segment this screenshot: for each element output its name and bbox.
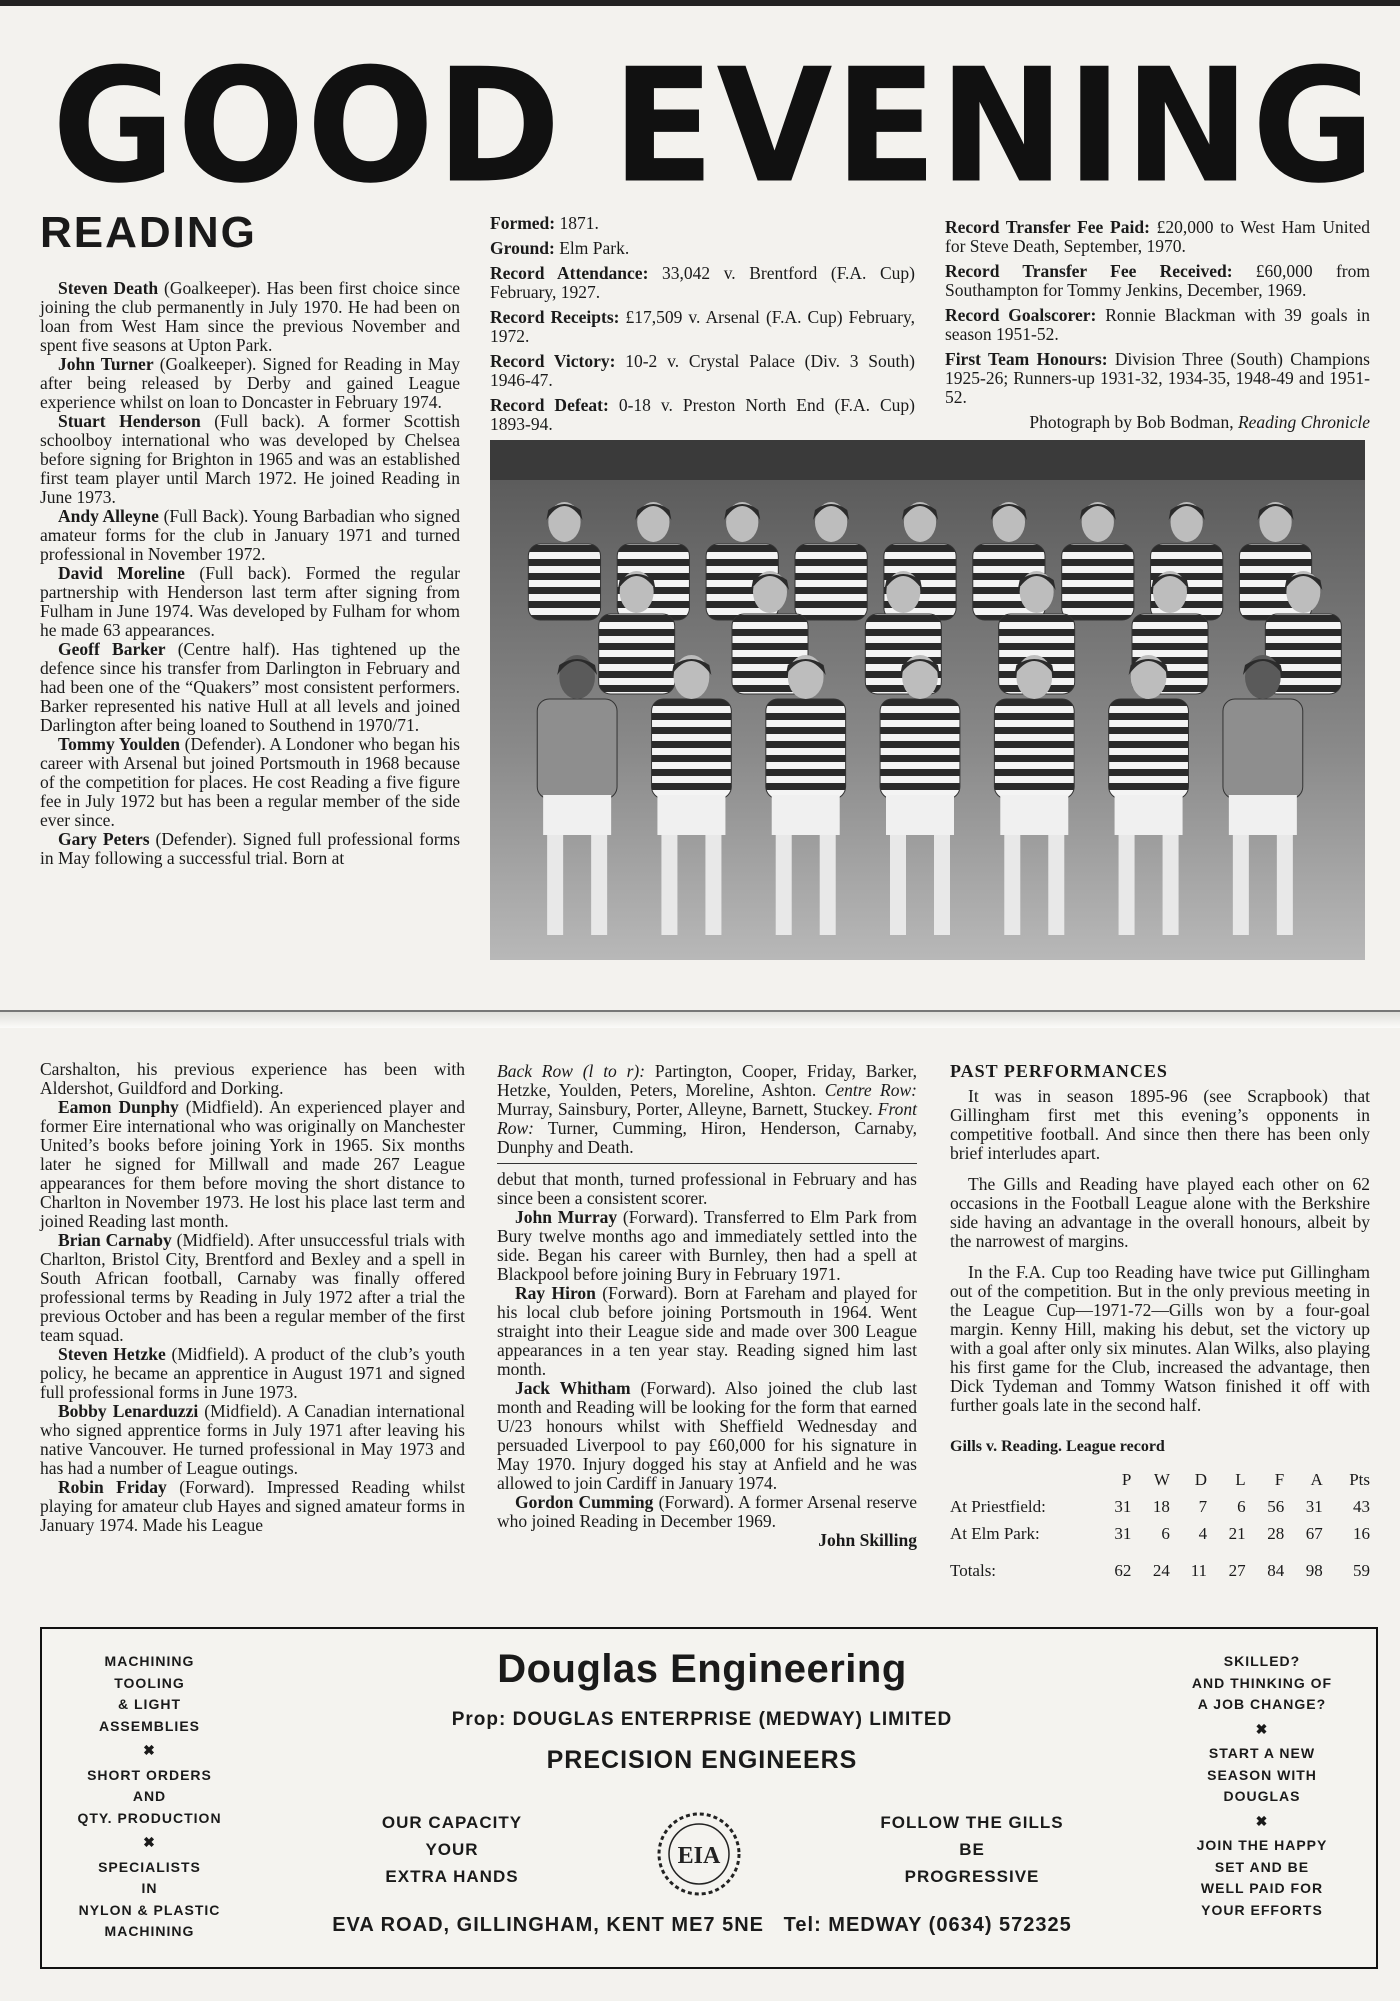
- league-record-column-header: L: [1235, 1470, 1246, 1489]
- ad-address: EVA ROAD, GILLINGHAM, KENT ME7 5NE Tel: MEDWAY (0634) 572325: [332, 1914, 1072, 1936]
- photo-credit-prefix: Photograph by Bob Bodman,: [1029, 412, 1238, 432]
- caption-front: Turner, Cumming, Hiron, Henderson, Carnaby, Dunphy and Death.: [497, 1118, 917, 1157]
- player-profile-0: [497, 1208, 917, 1284]
- league-record-cell: 31: [1114, 1497, 1132, 1516]
- caption-centre-label: Centre Row:: [824, 1080, 918, 1100]
- league-record-cell: 31: [1114, 1524, 1132, 1543]
- ad-right-line: DOUGLAS: [1223, 1788, 1301, 1804]
- league-record-cell: 56: [1267, 1497, 1285, 1516]
- league-record-cell: 28: [1267, 1524, 1285, 1543]
- player-profile-2: [40, 1345, 465, 1402]
- league-record-column-header: F: [1274, 1470, 1285, 1489]
- player-profile-text: (Forward). Also joined the club last month and Reading will be looking for the form that earned U/23 honours whilst with Sheffield Wednesday and persuaded Liverpool to pay £60,000 for his signature in May 1970. Injury dogged his stay at Anfield and he was allowed to join Cardiff in January 1974.: [497, 1378, 917, 1493]
- ad-capacity-text: [352, 1809, 552, 1890]
- player-profile-6: [40, 735, 460, 830]
- league-record-cell: 98: [1305, 1561, 1323, 1580]
- club-record-3: [945, 350, 1370, 407]
- club-record-name: Record Transfer Fee Paid:: [945, 217, 1150, 237]
- eia-logo-text: EIA: [677, 1843, 721, 1869]
- player-profiles-column-1: [40, 279, 460, 868]
- headline-word-evening: EVENING: [611, 35, 1377, 219]
- league-record-cell: 24: [1152, 1561, 1170, 1580]
- player-profile-name: Geoff Barker: [58, 639, 166, 659]
- league-record-cell: 31: [1305, 1497, 1323, 1516]
- club-name: READING: [40, 208, 257, 257]
- ad-right-line: SKILLED?: [1223, 1653, 1301, 1669]
- player-profile-name: John Turner: [58, 354, 154, 374]
- club-fact-text: 1871.: [555, 213, 599, 233]
- player-profile-1: [497, 1284, 917, 1379]
- player-profile-text: (Forward). A former Arsenal reserve who joined Reading in December 1969.: [497, 1492, 918, 1531]
- player-profile-text: (Goalkeeper). Signed for Reading in May after being released by Derby and gained League experience whilst on loan to Doncaster in February 1974.: [40, 354, 460, 412]
- player-profile-name: Steven Death: [58, 278, 159, 298]
- player-profile-name: Gordon Cumming: [515, 1492, 654, 1512]
- ad-right-line: WELL PAID FOR: [1200, 1880, 1324, 1896]
- ad-left-column: [62, 1651, 237, 1943]
- ad-right-line: A JOB CHANGE?: [1197, 1696, 1327, 1712]
- player-profile-7: [40, 830, 460, 868]
- club-fact-text: 0-18 v. Preston North End (F.A. Cup) 1893-94.: [490, 395, 916, 434]
- player-profile-name: Brian Carnaby: [58, 1230, 172, 1250]
- past-performances: [950, 1062, 1370, 1584]
- league-record-cell: 18: [1152, 1497, 1170, 1516]
- player-profile-name: John Murray: [515, 1207, 618, 1227]
- player-profile-name: Andy Alleyne: [58, 506, 159, 526]
- player-profile-0: [40, 279, 460, 355]
- ad-left-line: TOOLING: [114, 1674, 185, 1691]
- player-profile-name: Jack Whitham: [515, 1378, 631, 1398]
- ad-left-line: MACHINING: [104, 1923, 195, 1939]
- player-profile-2: [40, 412, 460, 507]
- league-record-row-label: At Priestfield:: [950, 1497, 1046, 1516]
- club-record-name: Record Goalscorer:: [945, 305, 1097, 325]
- past-performances-title: PAST PERFORMANCES: [950, 1061, 1168, 1081]
- player-profile-name: Gary Peters: [58, 829, 150, 849]
- league-record-column-header: Pts: [1349, 1470, 1370, 1489]
- author-signature: John Skilling: [818, 1530, 917, 1550]
- league-record-column-header: A: [1310, 1470, 1323, 1489]
- photo-credit-source: Reading Chronicle: [1237, 412, 1370, 432]
- league-record-cell: 11: [1190, 1561, 1208, 1580]
- player-profile-name: Robin Friday: [58, 1477, 167, 1497]
- caption-front-label: Front Row:: [497, 1099, 917, 1138]
- ad-follow-line: BE: [959, 1840, 985, 1859]
- ad-follow-line: PROGRESSIVE: [904, 1867, 1040, 1886]
- player-profile-1: [40, 1231, 465, 1345]
- club-fact-text: 10-2 v. Crystal Palace (Div. 3 South) 1946-47.: [490, 351, 915, 390]
- player-profile-name: Ray Hiron: [515, 1283, 596, 1303]
- player-profile-0: [40, 1098, 465, 1231]
- player-profile-text: (Full Back). Young Barbadian who signed amateur forms for the club in January 1971 and turned professional in November 1972.: [40, 506, 460, 564]
- league-record-cell: 84: [1267, 1561, 1285, 1580]
- player-profile-text: (Centre half). Has tightened up the defence since his transfer from Darlington in February and had been one of the “Quakers” most consistent performers. Barker represented his native Hull at all levels and joined Darlington after being loaned to Southend in 1970/71.: [40, 639, 460, 735]
- club-fact-4: [490, 352, 915, 390]
- league-record-header: [950, 1466, 1370, 1493]
- ad-capacity-line: EXTRA HANDS: [385, 1867, 519, 1886]
- player-profile-name: Tommy Youlden: [58, 734, 180, 754]
- league-record-cell: 59: [1353, 1561, 1370, 1580]
- player-profile-5: [40, 640, 460, 735]
- player-profile-text: (Forward). Born at Fareham and played for his local club before joining Portsmouth in 1964. Went straight into their League side and made over 300 League appearances in a ten year stay. Reading signed him last month.: [497, 1283, 918, 1379]
- caption-back: Partington, Cooper, Friday, Barker, Hetzke, Youlden, Peters, Moreline, Ashton.: [497, 1061, 917, 1100]
- club-fact-text: Elm Park.: [554, 238, 630, 258]
- club-record-0: [945, 218, 1370, 256]
- douglas-engineering-ad: [40, 1627, 1378, 1969]
- player-profile-4: [40, 1478, 465, 1535]
- club-fact-name: Record Victory:: [490, 351, 616, 371]
- ad-left-line: ASSEMBLIES: [98, 1717, 200, 1734]
- player-profile-3: [497, 1493, 917, 1531]
- player-profile-4: [40, 564, 460, 640]
- player-profile-name: Eamon Dunphy: [58, 1097, 179, 1117]
- league-record-row-label: At Elm Park:: [950, 1524, 1040, 1543]
- ad-left-line: MACHINING: [104, 1653, 195, 1669]
- league-record-table: [950, 1466, 1370, 1584]
- caption-divider: [497, 1163, 917, 1164]
- ad-left-line: ✖: [143, 1834, 156, 1850]
- player-profile-1: [40, 355, 460, 412]
- player-profile-name: Stuart Henderson: [58, 411, 201, 431]
- ad-right-column: [1167, 1651, 1357, 1921]
- player-profile-text: (Midfield). A product of the club’s youth policy, he became an apprentice in August 1971 and signed full professional forms in June 1973.: [40, 1344, 465, 1402]
- ad-left-line: QTY. PRODUCTION: [77, 1809, 222, 1826]
- ad-left-line: IN: [141, 1880, 158, 1896]
- eia-logo-icon: [654, 1809, 744, 1899]
- caption-back-label: Back Row: [497, 1061, 573, 1081]
- player-profile-text: (Full back). A former Scottish schoolboy international who was developed by Chelsea before signing for Brighton in 1965 and was an established first team player until March 1972. He joined Reading in June 1973.: [40, 411, 460, 507]
- league-record-cell: 67: [1305, 1524, 1323, 1543]
- ad-left-line: SHORT ORDERS: [87, 1766, 212, 1783]
- club-fact-name: Ground:: [490, 238, 555, 258]
- ad-right-line: AND THINKING OF: [1191, 1674, 1333, 1691]
- league-record-cell: 7: [1198, 1497, 1208, 1516]
- club-fact-text: £17,509 v. Arsenal (F.A. Cup) February, 1972.: [490, 307, 915, 346]
- past-performances-paragraph-1: The Gills and Reading have played each other on 62 occasions in the Football League alone with the Berkshire side having an advantage in the overall honours, albeit by the narrowest of margins.: [950, 1174, 1370, 1251]
- ad-left-line: NYLON & PLASTIC: [78, 1901, 221, 1918]
- player-profile-name: Steven Hetzke: [58, 1344, 166, 1364]
- league-record-row-label: Totals:: [950, 1561, 997, 1580]
- top-border: [0, 0, 1400, 6]
- club-fact-2: [490, 264, 915, 302]
- past-performances-paragraph-2: In the F.A. Cup too Reading have twice put Gillingham out of the competition. But in the only previous meeting in the League Cup—1971-72—Gills won by a four-goal margin. Kenny Hill, making his debut, set the victory up with a goal after only six minutes. Alan Wilks, also playing his first game for the Club, increased the advantage, then Dick Tydeman and Tommy Watson finished it off with further goals late in the second half.: [950, 1262, 1370, 1415]
- player-profile-text: (Defender). A Londoner who began his career with Arsenal but joined Portsmouth in 1968 because of the competition for places. He cost Reading a five figure fee in July 1972 but has been a regular member of the side ever since.: [40, 734, 460, 830]
- club-fact-name: Formed:: [490, 213, 556, 233]
- ad-left-line: & LIGHT: [118, 1696, 181, 1712]
- player-profile-text: (Goalkeeper). Has been first choice since joining the club permanently in July 1970. He had been on loan from West Ham since the previous November and spent five seasons at Upton Park.: [40, 278, 460, 355]
- headline-word-good: GOOD: [52, 35, 563, 219]
- player-profile-text: (Full back). Formed the regular partnership with Henderson last term after signing from Fulham in June 1974. Was developed by Fulham for whom he made 63 appearances.: [40, 563, 460, 640]
- ad-right-line: JOIN THE HAPPY: [1196, 1837, 1328, 1853]
- club-record-text: £60,000 from Southampton for Tommy Jenkins, December, 1969.: [945, 261, 1370, 300]
- player-profile-3: [40, 1402, 465, 1478]
- page-fold: [0, 1010, 1400, 1028]
- club-record-text: Division Three (South) Champions 1925-26; Runners-up 1931-32, 1934-35, 1948-49 and 1951-52.: [945, 349, 1370, 407]
- club-records: [945, 218, 1370, 413]
- club-record-name: First Team Honours:: [945, 349, 1108, 369]
- team-photo-illustration: [490, 440, 1365, 960]
- league-record-cell: 6: [1161, 1524, 1170, 1543]
- league-record-row: [950, 1547, 1370, 1584]
- league-record-cell: 21: [1228, 1524, 1246, 1543]
- ad-capacity-line: YOUR: [425, 1840, 479, 1859]
- club-fact-1: [490, 239, 915, 258]
- past-performances-paragraph-0: It was in season 1895-96 (see Scrapbook) that Gillingham first met this evening’s opponents in competitive football. And since then there has been only brief interludes apart.: [950, 1086, 1370, 1163]
- league-record-column-header: D: [1194, 1470, 1208, 1489]
- league-record-cell: 27: [1228, 1561, 1246, 1580]
- ad-tagline: PRECISION ENGINEERS: [546, 1746, 858, 1774]
- club-record-2: [945, 306, 1370, 344]
- club-fact-name: Record Receipts:: [490, 307, 620, 327]
- caption-centre: Murray, Sainsbury, Porter, Alleyne, Barnett, Stuckey.: [497, 1099, 878, 1119]
- ad-right-line: ✖: [1255, 1812, 1269, 1829]
- player-profile-continued: debut that month, turned professional in February and has since been a consistent scorer.: [497, 1169, 917, 1208]
- club-record-text: Ronnie Blackman with 39 goals in season 1951-52.: [945, 305, 1370, 344]
- player-profiles-column-2: [40, 1060, 465, 1535]
- league-record-column-header: P: [1121, 1470, 1132, 1489]
- league-record-cell: 16: [1353, 1524, 1370, 1543]
- club-record-text: £20,000 to West Ham United for Steve Death, September, 1970.: [945, 217, 1370, 256]
- ad-right-line: SET AND BE: [1214, 1858, 1310, 1875]
- ad-capacity-line: OUR CAPACITY: [381, 1813, 523, 1832]
- ad-follow-text: [852, 1809, 1092, 1890]
- player-profile-text: (Forward). Transferred to Elm Park from Bury twelve months ago and immediately settled into the side. Began his career with Burnley, then had a spell at Blackpool before joining Bury in February 1971.: [497, 1207, 917, 1284]
- ad-right-line: YOUR EFFORTS: [1201, 1901, 1323, 1918]
- player-profile-text: (Midfield). An experienced player and former Eire international who was originally on Manchester United’s books before joining York in 1965. Six months later he signed for Millwall and made 267 League appearances for them before moving the short distance to Charlton in November 1973. He lost his place last term and joined Reading last month.: [40, 1097, 465, 1231]
- ad-left-line: ✖: [143, 1742, 156, 1758]
- ad-left-line: SPECIALISTS: [98, 1858, 201, 1875]
- player-profile-2: [497, 1379, 917, 1493]
- player-profile-text: (Midfield). After unsuccessful trials with Charlton, Bristol City, Brentford and Bexley and a spell in South African football, Carnaby was finally offered professional terms by Reading in July 1972 after a trial the previous October and has been a regular member of the first team squad.: [40, 1230, 465, 1345]
- caption-lr: (l to r):: [582, 1061, 646, 1081]
- team-photo: [490, 440, 1365, 960]
- league-record-cell: 6: [1237, 1497, 1246, 1516]
- club-fact-3: [490, 308, 915, 346]
- past-performances-text: [950, 1087, 1370, 1415]
- photo-credit: [945, 413, 1370, 432]
- player-profile-name: Bobby Lenarduzzi: [58, 1401, 199, 1421]
- photo-caption: [497, 1062, 917, 1157]
- player-profile-text: (Midfield). A Canadian international who signed apprentice forms in July 1971 after leaving his native Vancouver. He turned professional in May 1973 and has had a number of League outings.: [40, 1401, 465, 1478]
- player-profiles-column-3: [497, 1062, 917, 1550]
- league-record-title: Gills v. Reading. League record: [950, 1438, 1165, 1455]
- league-record-row: [950, 1520, 1370, 1547]
- league-record-column-header: W: [1153, 1470, 1170, 1489]
- ad-follow-line: FOLLOW THE GILLS: [880, 1813, 1064, 1832]
- player-profiles-column-3-body: [497, 1170, 917, 1550]
- club-fact-5: [490, 396, 915, 434]
- club-record-1: [945, 262, 1370, 300]
- ad-company-name: Douglas Engineering: [497, 1647, 907, 1691]
- club-fact-text: 33,042 v. Brentford (F.A. Cup) February, 1927.: [490, 263, 915, 302]
- club-facts: [490, 214, 915, 440]
- ad-right-line: START A NEW: [1208, 1745, 1316, 1761]
- ad-proprietor: Prop: DOUGLAS ENTERPRISE (MEDWAY) LIMITED: [451, 1709, 953, 1730]
- player-profile-text: (Forward). Impressed Reading whilst playing for amateur club Hayes and signed amateur forms in January 1974. Made his League: [40, 1477, 465, 1535]
- club-fact-name: Record Attendance:: [490, 263, 649, 283]
- league-record-cell: 43: [1353, 1497, 1370, 1516]
- league-record-cell: 4: [1198, 1524, 1208, 1543]
- ad-right-line: SEASON WITH: [1207, 1766, 1317, 1783]
- headline: [52, 35, 1377, 219]
- league-record-header-blank: [950, 1466, 1093, 1493]
- league-record-row: [950, 1493, 1370, 1520]
- player-profile-continued: Carshalton, his previous experience has been with Aldershot, Guildford and Dorking.: [40, 1059, 465, 1098]
- ad-right-line: ✖: [1255, 1720, 1269, 1737]
- club-fact-name: Record Defeat:: [490, 395, 609, 415]
- club-fact-0: [490, 214, 915, 233]
- ad-eia-logo: [654, 1809, 744, 1899]
- player-profile-3: [40, 507, 460, 564]
- club-record-name: Record Transfer Fee Received:: [945, 261, 1233, 281]
- ad-left-line: AND: [132, 1788, 167, 1804]
- player-profile-text: (Defender). Signed full professional forms in May following a successful trial. Born at: [40, 829, 460, 868]
- league-record-cell: 62: [1114, 1561, 1132, 1580]
- player-profile-name: David Moreline: [58, 563, 185, 583]
